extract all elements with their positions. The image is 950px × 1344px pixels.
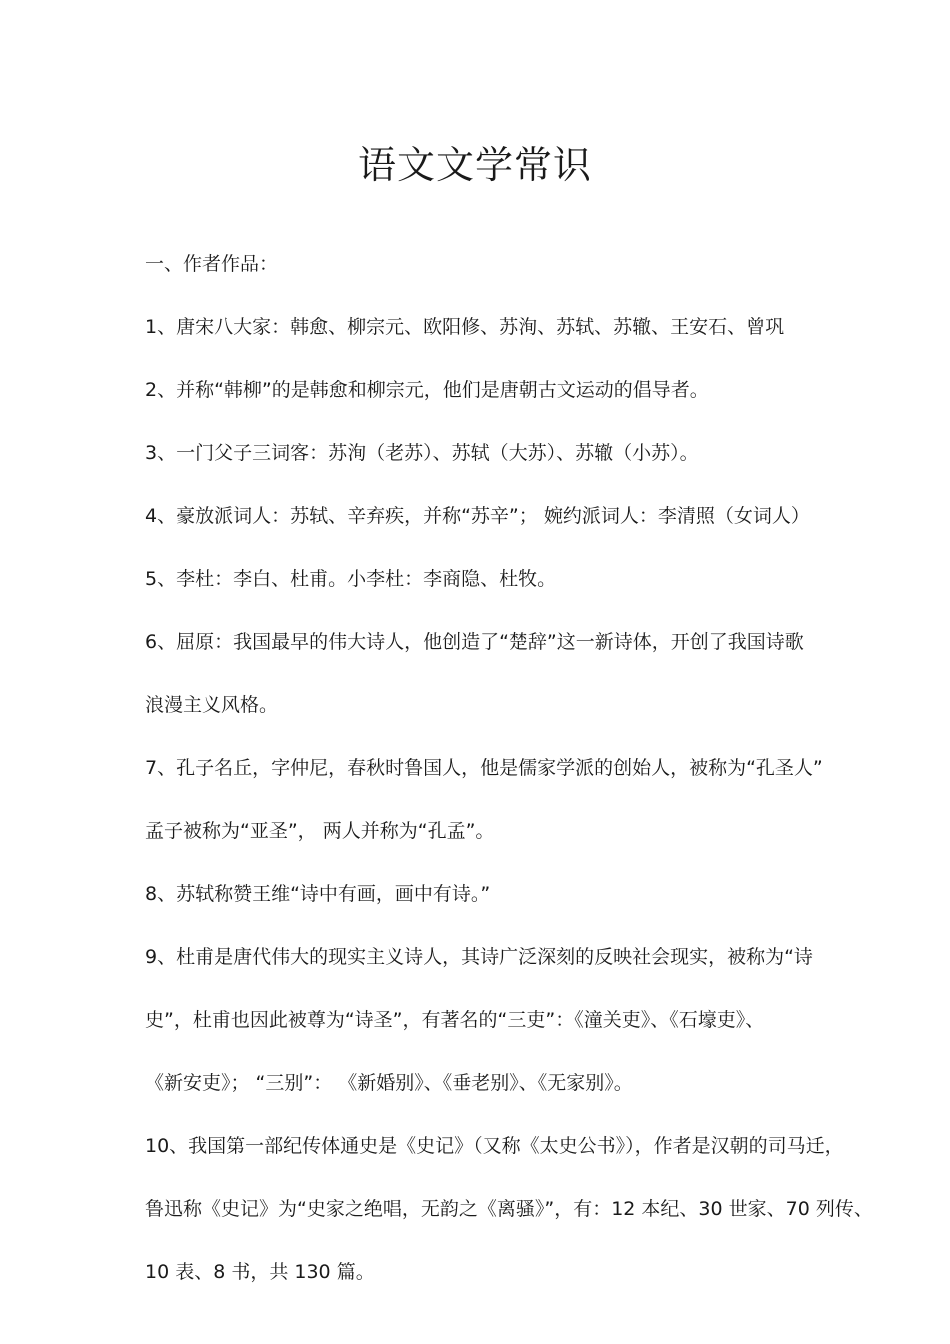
paragraph-line: 5、李杜：李白、杜甫。小李杜：李商隐、杜牧。	[145, 568, 557, 590]
section-heading: 一、作者作品：	[145, 253, 279, 275]
document-title: 语文文学常识	[357, 143, 592, 187]
paragraph-line: 2、并称“韩柳”的是韩愈和柳宗元，他们是唐朝古文运动的倡导者。	[145, 379, 709, 401]
paragraph-line: 3、一门父子三词客：苏洵（老苏）、苏轼（大苏）、苏辙（小苏）。	[145, 442, 699, 464]
paragraph-line: 鲁迅称《史记》为“史家之绝唱，无韵之《离骚》”，有：12 本纪、30 世家、70 列传、	[145, 1198, 873, 1220]
paragraph-line: 10 表、8 书，共 130 篇。	[145, 1261, 375, 1283]
paragraph-line: 8、苏轼称赞王维“诗中有画，画中有诗。”	[145, 883, 491, 905]
paragraph-line: 孟子被称为“亚圣”， 两人并称为“孔孟”。	[145, 820, 495, 842]
paragraph-line: 《新安吏》； “三别”： 《新婚别》、《垂老别》、《无家别》。	[145, 1072, 633, 1094]
paragraph-line: 10、我国第一部纪传体通史是《史记》（又称《太史公书》），作者是汉朝的司马迁，	[145, 1135, 844, 1157]
document-body	[145, 248, 873, 1288]
paragraph-line: 史”，杜甫也因此被尊为“诗圣”，有著名的“三吏”：《潼关吏》、《石壕吏》、	[145, 1009, 765, 1031]
paragraph-line: 4、豪放派词人：苏轼、辛弃疾，并称“苏辛”； 婉约派词人：李清照（女词人）	[145, 505, 810, 527]
paragraph-line: 6、屈原：我国最早的伟大诗人，他创造了“楚辞”这一新诗体，开创了我国诗歌	[145, 631, 804, 653]
paragraph-line: 9、杜甫是唐代伟大的现实主义诗人，其诗广泛深刻的反映社会现实，被称为“诗	[145, 946, 813, 968]
paragraph-line: 浪漫主义风格。	[145, 694, 279, 716]
paragraph-line: 1、唐宋八大家：韩愈、柳宗元、欧阳修、苏洵、苏轼、苏辙、王安石、曾巩	[145, 316, 785, 338]
paragraph-line: 7、孔子名丘，字仲尼，春秋时鲁国人，他是儒家学派的创始人，被称为“孔圣人”	[145, 757, 823, 779]
